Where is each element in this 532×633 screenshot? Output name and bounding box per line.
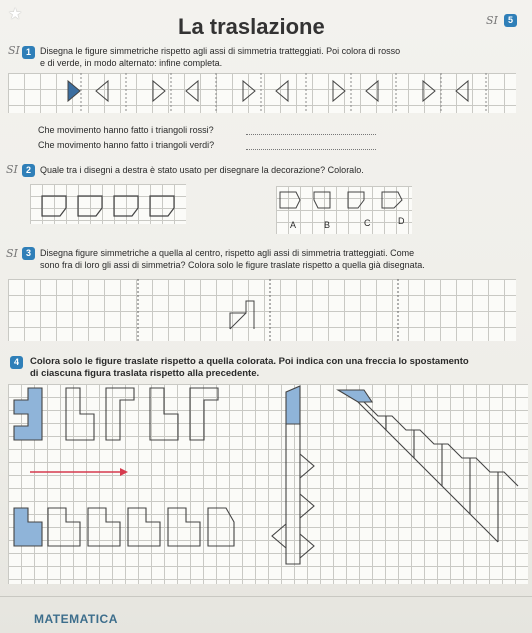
option-label[interactable]: C (364, 218, 371, 228)
decoration-pattern (30, 184, 186, 224)
page-title: La traslazione (178, 14, 325, 39)
exercise-instruction: Disegna figure simmetriche a quella al centro, rispetto agli assi di simmetria tratteggiati. Come (40, 248, 415, 258)
exercise-number-badge: 4 (10, 356, 23, 369)
translation-figures (8, 384, 528, 584)
pencil-mark: SI (486, 14, 498, 27)
exercise-instruction: e di verde, in modo alternato: infine completa. (40, 58, 223, 68)
exercise-instruction: Disegna le figure simmetriche rispetto agli assi di simmetria tratteggiati. Poi colora di rosso (40, 46, 401, 56)
option-shapes (276, 186, 412, 234)
exercise-number-badge: 1 (22, 46, 35, 59)
footer-divider (0, 596, 532, 597)
exercise1-grid[interactable] (8, 73, 516, 113)
exercise-instruction: di ciascuna figura traslata rispetto alla precedente. (30, 368, 260, 379)
exercise-instruction: Colora solo le figure traslate rispetto a quella colorata. Poi indica con una freccia lo spostamento (30, 356, 469, 367)
exercise-number-badge: 2 (22, 164, 35, 177)
exercise-number-badge: 3 (22, 247, 35, 260)
triangle-strip (8, 73, 516, 113)
exercise4-grid[interactable] (8, 384, 528, 584)
option-label[interactable]: D (398, 216, 405, 226)
exercise-instruction: Quale tra i disegni a destra è stato usato per disegnare la decorazione? Coloralo. (40, 165, 364, 175)
option-label[interactable]: A (290, 220, 297, 230)
question-text: Che movimento hanno fatto i triangoli rossi? (38, 125, 214, 135)
answer-line[interactable] (246, 133, 376, 135)
exercise3-grid[interactable] (8, 279, 516, 341)
pencil-mark: SI (6, 247, 18, 260)
exercise-instruction: sono fra di loro gli assi di simmetria? Colora solo le figure traslate rispetto a quella già disegnata. (40, 260, 425, 270)
options-grid[interactable] (276, 186, 412, 234)
symmetry-axes (8, 279, 516, 341)
answer-line[interactable] (246, 148, 376, 150)
page-number-badge: 5 (504, 14, 517, 27)
footer-label: MATEMATICA (34, 612, 118, 626)
pencil-mark: SI (6, 163, 18, 176)
question-text: Che movimento hanno fatto i triangoli verdi? (38, 140, 215, 150)
decoration-grid[interactable] (30, 184, 186, 224)
pencil-mark: SI (8, 44, 20, 57)
option-label[interactable]: B (324, 220, 331, 230)
star-icon: ★ (8, 6, 23, 23)
